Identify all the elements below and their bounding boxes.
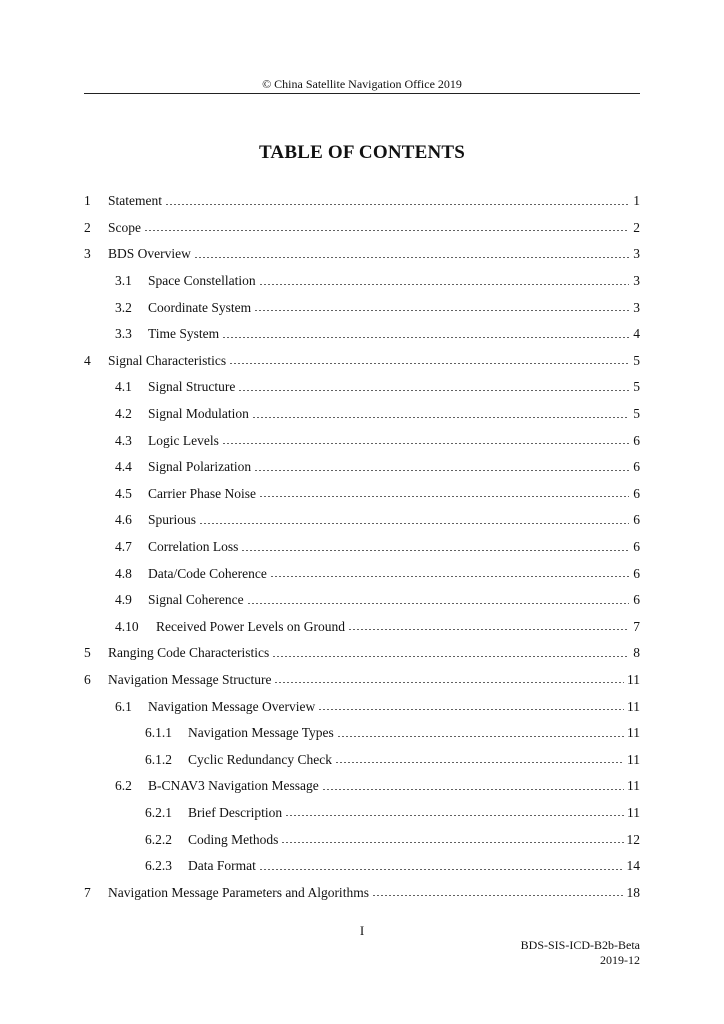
toc-entry[interactable] — [84, 879, 640, 906]
toc-entry-page: 3 — [633, 299, 640, 315]
toc-entry-title: Signal Modulation — [148, 406, 249, 422]
toc-entry[interactable] — [84, 427, 640, 454]
toc-entry-page: 7 — [633, 618, 640, 634]
dot-leader — [165, 204, 629, 205]
toc-entry-title: Signal Coherence — [148, 592, 244, 608]
toc-entry-title: Statement — [108, 193, 162, 209]
toc-entry-title: Cyclic Redundancy Check — [188, 751, 332, 767]
toc-entry[interactable] — [84, 667, 640, 694]
toc-entry-number: 4.8 — [115, 565, 132, 581]
toc-entry-page: 8 — [633, 645, 640, 661]
dot-leader — [322, 789, 624, 790]
toc-entry-page: 6 — [633, 565, 640, 581]
toc-entry-number: 3 — [84, 246, 91, 262]
toc-entry-page: 5 — [633, 352, 640, 368]
dot-leader — [259, 284, 629, 285]
toc-entry-number: 6 — [84, 671, 91, 687]
toc-entry-page: 11 — [627, 725, 640, 741]
toc-entry-number: 6.2.3 — [145, 858, 172, 874]
dot-leader — [337, 736, 624, 737]
toc-entry-number: 5 — [84, 645, 91, 661]
toc-entry-number: 4.9 — [115, 592, 132, 608]
toc-entry[interactable] — [84, 773, 640, 800]
toc-entry-title: Received Power Levels on Ground — [156, 618, 345, 634]
toc-entry[interactable] — [84, 614, 640, 641]
dot-leader — [372, 895, 624, 896]
toc-entry-title: Ranging Code Characteristics — [108, 645, 270, 661]
dot-leader — [199, 523, 629, 524]
toc-entry-page: 6 — [633, 485, 640, 501]
dot-leader — [285, 815, 624, 816]
toc-entry-page: 12 — [626, 831, 640, 847]
dot-leader — [222, 443, 629, 444]
dot-leader — [222, 337, 629, 338]
toc-entry[interactable] — [84, 800, 640, 827]
toc-entry-page: 11 — [627, 778, 640, 794]
toc-entry-page: 6 — [633, 592, 640, 608]
toc-entry-number: 4.6 — [115, 512, 132, 528]
toc-entry-page: 3 — [633, 273, 640, 289]
toc-entry[interactable] — [84, 348, 640, 375]
toc-entry-title: Space Constellation — [148, 273, 256, 289]
toc-entry-title: Data Format — [188, 858, 256, 874]
toc-entry-number: 6.1.2 — [145, 751, 172, 767]
toc-entry-number: 4.5 — [115, 485, 132, 501]
toc-entry-number: 4.7 — [115, 539, 132, 555]
toc-entry-page: 6 — [633, 539, 640, 555]
toc-entry-number: 6.2.2 — [145, 831, 172, 847]
dot-leader — [144, 230, 629, 231]
toc-entry-title: Spurious — [148, 512, 197, 528]
header-divider — [84, 93, 640, 94]
toc-entry-number: 1 — [84, 193, 91, 209]
toc-entry-number: 3.1 — [115, 273, 132, 289]
toc-entry-title: Correlation Loss — [148, 539, 239, 555]
toc-entry-page: 2 — [633, 219, 640, 235]
toc-entry-title: Signal Polarization — [148, 459, 252, 475]
toc-entry-page: 14 — [626, 858, 640, 874]
toc-entry-number: 4.10 — [115, 618, 139, 634]
toc-entry-title: Navigation Message Types — [188, 725, 334, 741]
toc-entry[interactable] — [84, 534, 640, 561]
toc-entry-title: Scope — [108, 219, 141, 235]
toc-entry-title: Coordinate System — [148, 299, 252, 315]
toc-entry-page: 4 — [633, 326, 640, 342]
footer-document-id: BDS-SIS-ICD-B2b-Beta — [520, 938, 640, 952]
toc-entry-page: 11 — [627, 698, 640, 714]
toc-entry-page: 1 — [633, 193, 640, 209]
toc-entry-page: 6 — [633, 512, 640, 528]
toc-entry-page: 5 — [633, 406, 640, 422]
toc-entry-page: 18 — [626, 884, 640, 900]
toc-entry[interactable] — [84, 294, 640, 321]
toc-entry-title: BDS Overview — [108, 246, 191, 262]
toc-entry[interactable] — [84, 853, 640, 880]
toc-entry-title: Data/Code Coherence — [148, 565, 267, 581]
toc-entry[interactable] — [84, 720, 640, 747]
toc-entry[interactable] — [84, 640, 640, 667]
toc-entry[interactable] — [84, 454, 640, 481]
toc-entry[interactable] — [84, 268, 640, 295]
dot-leader — [241, 550, 629, 551]
footer-date: 2019-12 — [600, 953, 640, 967]
toc-entry-number: 4.4 — [115, 459, 132, 475]
dot-leader — [252, 417, 629, 418]
footer-page-number: I — [359, 923, 365, 938]
toc-entry-number: 4 — [84, 352, 91, 368]
toc-entry[interactable] — [84, 560, 640, 587]
toc-entry-title: Navigation Message Parameters and Algorithms — [108, 884, 369, 900]
toc-entry-title: B-CNAV3 Navigation Message — [148, 778, 319, 794]
toc-entry-title: Navigation Message Overview — [148, 698, 316, 714]
toc-entry[interactable] — [84, 587, 640, 614]
toc-entry[interactable] — [84, 481, 640, 508]
header-copyright: © China Satellite Navigation Office 2019 — [262, 77, 462, 91]
toc-entry-number: 7 — [84, 884, 91, 900]
dot-leader — [229, 363, 629, 364]
toc-entry-title: Logic Levels — [148, 432, 219, 448]
toc-entry-number: 4.1 — [115, 379, 132, 395]
toc-entry-page: 6 — [633, 459, 640, 475]
toc-entry-number: 6.2 — [115, 778, 132, 794]
toc-entry[interactable] — [84, 188, 640, 215]
toc-entry-number: 2 — [84, 219, 91, 235]
toc-entry-number: 3.2 — [115, 299, 132, 315]
toc-entry-title: Navigation Message Structure — [108, 671, 272, 687]
table-of-contents — [84, 188, 640, 906]
dot-leader — [270, 576, 629, 577]
toc-entry-title: Coding Methods — [188, 831, 279, 847]
toc-entry-title: Signal Structure — [148, 379, 236, 395]
toc-entry-title: Brief Description — [188, 804, 283, 820]
toc-entry-number: 4.3 — [115, 432, 132, 448]
dot-leader — [254, 310, 629, 311]
toc-entry[interactable] — [84, 401, 640, 428]
toc-entry-number: 4.2 — [115, 406, 132, 422]
dot-leader — [318, 709, 624, 710]
dot-leader — [194, 257, 629, 258]
toc-entry-page: 5 — [633, 379, 640, 395]
toc-entry-page: 6 — [633, 432, 640, 448]
toc-entry-page: 11 — [627, 751, 640, 767]
dot-leader — [259, 496, 629, 497]
page-title: TABLE OF CONTENTS — [258, 142, 466, 163]
dot-leader — [259, 869, 624, 870]
toc-entry-title: Time System — [148, 326, 220, 342]
toc-entry-number: 6.1 — [115, 698, 132, 714]
toc-entry-title: Signal Characteristics — [108, 352, 227, 368]
toc-entry-page: 11 — [627, 671, 640, 687]
toc-entry[interactable] — [84, 507, 640, 534]
dot-leader — [247, 603, 629, 604]
toc-entry[interactable] — [84, 746, 640, 773]
dot-leader — [272, 656, 629, 657]
dot-leader — [348, 629, 629, 630]
toc-entry-title: Carrier Phase Noise — [148, 485, 256, 501]
toc-entry[interactable] — [84, 826, 640, 853]
dot-leader — [254, 470, 629, 471]
dot-leader — [281, 842, 623, 843]
toc-entry-number: 3.3 — [115, 326, 132, 342]
toc-entry[interactable] — [84, 693, 640, 720]
toc-entry[interactable] — [84, 321, 640, 348]
toc-entry-number: 6.2.1 — [145, 804, 172, 820]
dot-leader — [274, 682, 624, 683]
toc-entry[interactable] — [84, 374, 640, 401]
toc-entry-number: 6.1.1 — [145, 725, 172, 741]
toc-entry-page: 3 — [633, 246, 640, 262]
dot-leader — [335, 762, 624, 763]
toc-entry-page: 11 — [627, 804, 640, 820]
toc-entry[interactable] — [84, 241, 640, 268]
dot-leader — [238, 390, 629, 391]
toc-entry[interactable] — [84, 215, 640, 242]
